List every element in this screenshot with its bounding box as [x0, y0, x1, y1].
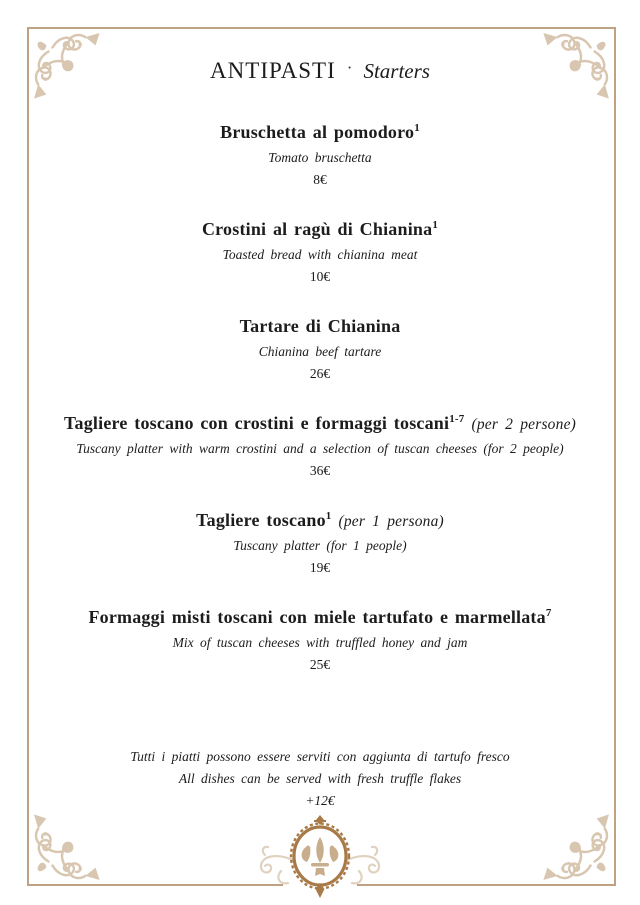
truffle-supplement-note — [0, 746, 640, 812]
corner-flourish-icon — [529, 800, 611, 882]
menu-item — [0, 509, 640, 606]
dish-description: Tuscany platter with warm crostini and a selection of tuscan cheeses (for 2 people) — [76, 441, 564, 456]
dish-price: 25€ — [309, 657, 331, 672]
dish-name-text: Formaggi misti toscani con miele tartufato e marmellata — [88, 607, 546, 627]
dish-name-suffix: (per 2 persone) — [471, 416, 577, 433]
dish-description: Mix of tuscan cheeses with truffled honey and jam — [172, 635, 468, 650]
dish-name — [0, 315, 640, 339]
dish-name-text: Crostini al ragù di Chianina — [201, 219, 433, 239]
menu-item — [0, 315, 640, 412]
menu-item — [0, 218, 640, 315]
dish-footnote-number: 1 — [414, 122, 420, 134]
dish-name — [0, 509, 640, 533]
dish-name-text: Bruschetta al pomodoro — [220, 122, 415, 142]
supplement-price: +12€ — [305, 793, 335, 808]
dish-price: 36€ — [309, 463, 331, 478]
fleur-de-lis-crest-icon — [255, 815, 385, 905]
section-title-english: Starters — [363, 59, 430, 83]
dish-price: 8€ — [313, 172, 327, 187]
dish-name — [0, 121, 640, 145]
menu-item — [0, 121, 640, 218]
dish-price: 26€ — [309, 366, 331, 381]
note-english: All dishes can be served with fresh truffle flakes — [178, 771, 462, 786]
dish-footnote-number: 1 — [325, 510, 332, 522]
corner-flourish-icon — [32, 800, 114, 882]
dish-price: 10€ — [309, 269, 331, 284]
dish-description: Tuscany platter (for 1 people) — [233, 538, 407, 553]
note-italian: Tutti i piatti possono essere serviti con aggiunta di tartufo fresco — [130, 749, 510, 764]
dish-footnote-number: 7 — [545, 607, 552, 619]
dish-description: Tomato bruschetta — [268, 150, 372, 165]
menu-item — [0, 606, 640, 703]
title-separator-dot: · — [346, 58, 353, 77]
dish-footnote-number: 1-7 — [449, 413, 465, 425]
dish-footnote-number: 1 — [432, 219, 439, 231]
dish-name-text: Tartare di Chianina — [239, 316, 401, 336]
dish-name — [0, 606, 640, 630]
dish-name-text: Tagliere toscano — [196, 510, 326, 530]
menu-item — [0, 412, 640, 509]
dish-price: 19€ — [309, 560, 331, 575]
dish-name-text: Tagliere toscano con crostini e formaggi toscani — [63, 413, 450, 433]
menu-header — [0, 52, 640, 90]
dish-description: Toasted bread with chianina meat — [222, 247, 418, 262]
dish-name — [0, 412, 640, 436]
dish-name-suffix: (per 1 persona) — [338, 513, 444, 530]
dish-description: Chianina beef tartare — [258, 344, 382, 359]
section-title-italian: ANTIPASTI — [210, 58, 336, 83]
dish-name — [0, 218, 640, 242]
menu-item-list — [0, 121, 640, 703]
